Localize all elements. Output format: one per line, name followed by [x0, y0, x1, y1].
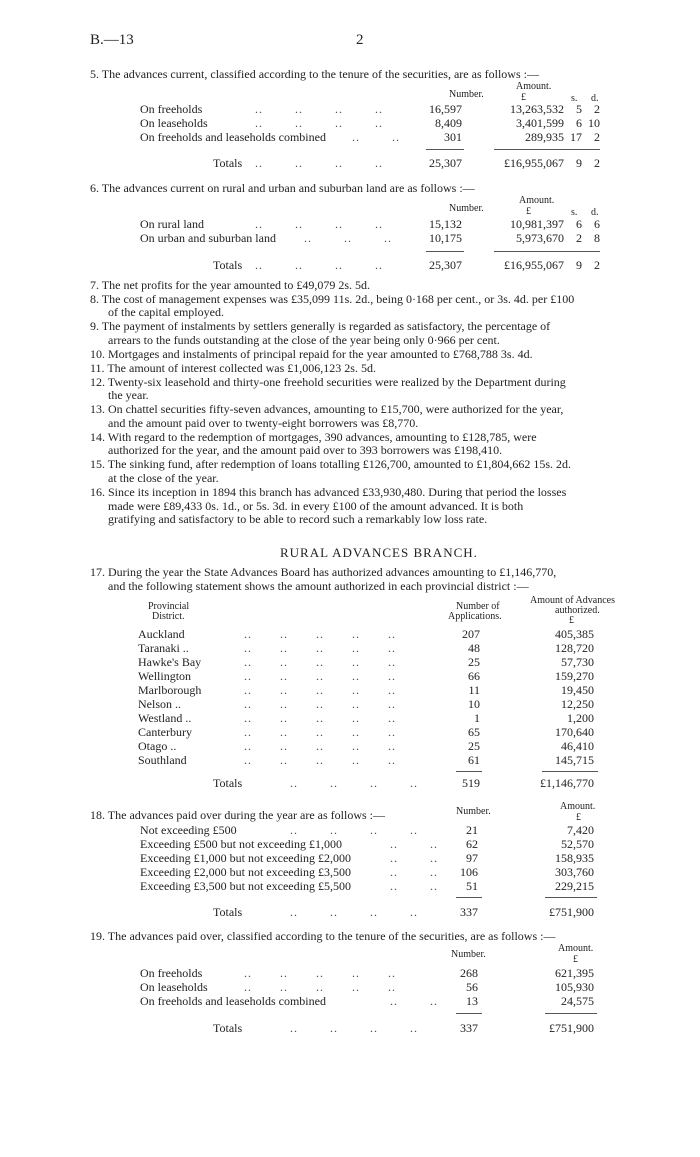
rural-col-apps: Number of — [456, 601, 500, 612]
para6-totals-amount: £16,955,067 — [504, 258, 564, 272]
paragraph-8-cont: of the capital employed. — [108, 305, 224, 319]
para5-totals-label: Totals — [213, 156, 243, 170]
page-number: 2 — [356, 32, 364, 48]
district-amount: 145,715 — [555, 753, 594, 767]
para5-col-d: d. — [591, 93, 599, 104]
district-apps: 48 — [468, 641, 480, 655]
para19-row-amount: 105,930 — [555, 980, 594, 994]
para5-row-d: 2 — [594, 130, 600, 144]
para19-row-number: 268 — [460, 966, 478, 980]
leader-dots: .. .. .. .. .. — [244, 966, 396, 980]
para5-row-label: On freeholds — [140, 102, 203, 116]
paragraph-12: 12. Twenty-six leasehold and thirty-one freehold securities were realized by the Department during — [90, 375, 566, 389]
para6-row-label: On rural land — [140, 217, 204, 231]
advance-band-label: Not exceeding £500 — [140, 823, 237, 837]
para19-row-amount: 24,575 — [561, 994, 594, 1008]
para5-row-pounds: 289,935 — [525, 130, 564, 144]
para5-intro: 5. The advances current, classified according to the tenure of the securities, are as follows :— — [90, 67, 539, 81]
rural-totals-label: Totals — [213, 776, 243, 790]
leader-dots: .. .. .. .. — [255, 156, 383, 170]
rural-col-apps-2: Applications. — [448, 611, 502, 622]
district-name: Southland — [138, 753, 187, 767]
para18-totals-amount: £751,900 — [549, 905, 594, 919]
paragraph-14-cont: authorized for the year, and the amount paid over to 393 borrowers was £198,410. — [108, 443, 503, 457]
leader-dots: .. .. .. .. — [255, 217, 383, 231]
paragraph-9-cont: arrears to the funds outstanding at the close of the year being only 0·966 per cent. — [108, 333, 500, 347]
district-name: Nelson .. — [138, 697, 181, 711]
paragraph-13: 13. On chattel securities fifty-seven advances, amounting to £15,700, were authorized for the year, — [90, 402, 564, 416]
advance-band-number: 97 — [466, 851, 478, 865]
para5-row-pounds: 13,263,532 — [510, 102, 564, 116]
rural-col-amount: Amount of Advances — [530, 595, 615, 606]
leader-dots: .. .. — [390, 851, 438, 865]
para6-col-pound: £ — [526, 206, 531, 217]
para19-row-label: On leaseholds — [140, 980, 208, 994]
para6-totals-d: 2 — [594, 258, 600, 272]
para5-col-amount: Amount. — [516, 81, 552, 92]
paragraph-13-cont: and the amount paid over to twenty-eight borrowers was £8,770. — [108, 416, 419, 430]
para5-col-pound: £ — [521, 92, 526, 103]
district-name: Hawke's Bay — [138, 655, 202, 669]
para18-col-pound: £ — [576, 812, 581, 823]
para5-row-label: On leaseholds — [140, 116, 208, 130]
advance-band-label: Exceeding £3,500 but not exceeding £5,500 — [140, 879, 351, 893]
para19-totals-number: 337 — [460, 1021, 478, 1035]
para18-col-number: Number. — [456, 806, 491, 817]
leader-dots: .. .. .. .. .. — [244, 753, 396, 767]
para19-row-label: On freeholds and leaseholds combined — [140, 994, 326, 1008]
para19-row-number: 13 — [466, 994, 478, 1008]
district-amount: 128,720 — [555, 641, 594, 655]
district-apps: 11 — [468, 683, 480, 697]
paragraph-11: 11. The amount of interest collected was £1,006,123 2s. 5d. — [90, 361, 376, 375]
district-name: Marlborough — [138, 683, 202, 697]
advance-band-label: Exceeding £1,000 but not exceeding £2,000 — [140, 851, 351, 865]
para5-totals-number: 25,307 — [429, 156, 462, 170]
leader-dots: .. .. .. .. .. — [244, 641, 396, 655]
para6-row-d: 6 — [594, 217, 600, 231]
advance-band-amount: 7,420 — [567, 823, 594, 837]
para19-col-number: Number. — [451, 949, 486, 960]
para5-row-s: 5 — [576, 102, 582, 116]
district-apps: 207 — [462, 627, 480, 641]
para5-row-s: 6 — [576, 116, 582, 130]
district-name: Canterbury — [138, 725, 192, 739]
para6-row-s: 6 — [576, 217, 582, 231]
advance-band-number: 21 — [466, 823, 478, 837]
advance-band-amount: 303,760 — [555, 865, 594, 879]
rural-totals-apps: 519 — [462, 776, 480, 790]
leader-dots: .. .. .. .. — [255, 102, 383, 116]
leader-dots: .. .. — [352, 130, 400, 144]
para19-row-number: 56 — [466, 980, 478, 994]
para6-row-d: 8 — [594, 231, 600, 245]
leader-dots: .. .. — [390, 837, 438, 851]
advance-band-amount: 229,215 — [555, 879, 594, 893]
district-amount: 46,410 — [561, 739, 594, 753]
paragraph-8: 8. The cost of management expenses was £35,099 11s. 2d., being 0·168 per cent., or 3s. 4d. per £100 — [90, 292, 575, 306]
paragraph-16-cont: gratifying and satisfactory to be able to record such a remarkably low loss rate. — [108, 512, 488, 526]
para5-row-label: On freeholds and leaseholds combined — [140, 130, 326, 144]
paragraph-7: 7. The net profits for the year amounted to £49,079 2s. 5d. — [90, 278, 371, 292]
paragraph-17-cont: and the following statement shows the amount authorized in each provincial district :— — [108, 579, 529, 593]
leader-dots: .. .. — [390, 994, 438, 1008]
district-apps: 25 — [468, 655, 480, 669]
district-amount: 1,200 — [567, 711, 594, 725]
district-name: Wellington — [138, 669, 192, 683]
para6-totals-s: 9 — [576, 258, 582, 272]
para5-totals-s: 9 — [576, 156, 582, 170]
total-rule — [456, 897, 482, 898]
district-amount: 170,640 — [555, 725, 594, 739]
district-apps: 25 — [468, 739, 480, 753]
para5-col-s: s. — [571, 93, 578, 104]
paragraph-19: 19. The advances paid over, classified according to the tenure of the securities, are as follows :— — [90, 929, 556, 943]
rural-col-district-2: District. — [152, 611, 185, 622]
leader-dots: .. .. .. .. .. — [244, 725, 396, 739]
paragraph-16-cont: made were £89,433 0s. 1d., or 5s. 3d. in every £100 of the amount advanced. It is both — [108, 499, 524, 513]
para6-col-d: d. — [591, 207, 599, 218]
rural-totals-amount: £1,146,770 — [540, 776, 594, 790]
leader-dots: .. .. .. .. .. — [244, 669, 396, 683]
para19-totals-amount: £751,900 — [549, 1021, 594, 1035]
rural-col-district: Provincial — [148, 601, 190, 612]
district-amount: 12,250 — [561, 697, 594, 711]
leader-dots: .. .. .. .. .. — [244, 739, 396, 753]
total-rule — [545, 1013, 597, 1014]
district-amount: 57,730 — [561, 655, 594, 669]
leader-dots: .. .. .. — [304, 231, 392, 245]
district-name: Westland .. — [138, 711, 192, 725]
district-apps: 1 — [474, 711, 480, 725]
para19-row-label: On freeholds — [140, 966, 203, 980]
paragraph-16: 16. Since its inception in 1894 this branch has advanced £33,930,480. During that period the losses — [90, 485, 567, 499]
total-rule — [545, 897, 597, 898]
leader-dots: .. .. .. .. .. — [244, 697, 396, 711]
district-amount: 159,270 — [555, 669, 594, 683]
para19-col-amount: Amount. — [558, 943, 594, 954]
paragraph-15: 15. The sinking fund, after redemption of loans totalling £126,700, amounted to £1,804,662 15s. 2d. — [90, 457, 572, 471]
rural-col-pound: £ — [569, 615, 574, 626]
para5-totals-amount: £16,955,067 — [504, 156, 564, 170]
leader-dots: .. .. .. .. — [255, 116, 383, 130]
advance-band-label: Exceeding £500 but not exceeding £1,000 — [140, 837, 342, 851]
para5-row-number: 301 — [444, 130, 462, 144]
district-apps: 65 — [468, 725, 480, 739]
advance-band-number: 62 — [466, 837, 478, 851]
district-name: Taranaki .. — [138, 641, 189, 655]
para5-col-number: Number. — [449, 89, 484, 100]
paragraph-9: 9. The payment of instalments by settlers generally is regarded as satisfactory, the percentage of — [90, 319, 551, 333]
leader-dots: .. .. .. .. .. — [244, 683, 396, 697]
para5-row-number: 16,597 — [429, 102, 462, 116]
para5-row-number: 8,409 — [435, 116, 462, 130]
para6-intro: 6. The advances current on rural and urban and suburban land are as follows :— — [90, 181, 475, 195]
para18-col-amount: Amount. — [560, 801, 596, 812]
para6-row-number: 10,175 — [429, 231, 462, 245]
district-apps: 66 — [468, 669, 480, 683]
district-amount: 405,385 — [555, 627, 594, 641]
district-amount: 19,450 — [561, 683, 594, 697]
district-name: Auckland — [138, 627, 185, 641]
district-apps: 61 — [468, 753, 480, 767]
para6-row-pounds: 5,973,670 — [516, 231, 564, 245]
para5-row-pounds: 3,401,599 — [516, 116, 564, 130]
leader-dots: .. .. — [390, 879, 438, 893]
para6-row-pounds: 10,981,397 — [510, 217, 564, 231]
total-rule — [456, 771, 482, 772]
total-rule — [456, 1013, 482, 1014]
para6-row-label: On urban and suburban land — [140, 231, 276, 245]
district-name: Otago .. — [138, 739, 177, 753]
section-heading: RURAL ADVANCES BRANCH. — [280, 545, 478, 560]
leader-dots: .. .. .. .. .. — [244, 655, 396, 669]
leader-dots: .. .. .. .. — [290, 905, 418, 919]
leader-dots: .. .. .. .. — [290, 823, 418, 837]
paragraph-10: 10. Mortgages and instalments of principal repaid for the year amounted to £768,788 3s. 4d. — [90, 347, 533, 361]
district-apps: 10 — [468, 697, 480, 711]
leader-dots: .. .. .. .. .. — [244, 711, 396, 725]
rural-col-amount-2: authorized. — [555, 605, 600, 616]
paragraph-15-cont: at the close of the year. — [108, 471, 219, 485]
para6-row-number: 15,132 — [429, 217, 462, 231]
para19-col-pound: £ — [573, 954, 578, 965]
para5-row-s: 17 — [570, 130, 582, 144]
total-rule — [494, 149, 600, 150]
para18-totals-label: Totals — [213, 905, 243, 919]
advance-band-amount: 158,935 — [555, 851, 594, 865]
para19-row-amount: 621,395 — [555, 966, 594, 980]
leader-dots: .. .. — [390, 865, 438, 879]
para6-col-amount: Amount. — [519, 195, 555, 206]
para19-totals-label: Totals — [213, 1021, 243, 1035]
para6-totals-number: 25,307 — [429, 258, 462, 272]
para5-row-d: 10 — [588, 116, 600, 130]
leader-dots: .. .. .. .. — [290, 776, 418, 790]
leader-dots: .. .. .. .. — [255, 258, 383, 272]
leader-dots: .. .. .. .. .. — [244, 627, 396, 641]
para5-row-d: 2 — [594, 102, 600, 116]
leader-dots: .. .. .. .. — [290, 1021, 418, 1035]
para6-totals-label: Totals — [213, 258, 243, 272]
paragraph-12-cont: the year. — [108, 388, 149, 402]
document-reference: B.—13 — [90, 32, 134, 48]
advance-band-label: Exceeding £2,000 but not exceeding £3,500 — [140, 865, 351, 879]
paragraph-17: 17. During the year the State Advances Board has authorized advances amounting to £1,146,770, — [90, 565, 557, 579]
advance-band-amount: 52,570 — [561, 837, 594, 851]
para6-col-number: Number. — [449, 203, 484, 214]
total-rule — [494, 251, 600, 252]
total-rule — [426, 251, 464, 252]
para18-totals-number: 337 — [460, 905, 478, 919]
para5-totals-d: 2 — [594, 156, 600, 170]
advance-band-number: 51 — [466, 879, 478, 893]
advance-band-number: 106 — [460, 865, 478, 879]
leader-dots: .. .. .. .. .. — [244, 980, 396, 994]
para6-row-s: 2 — [576, 231, 582, 245]
para6-col-s: s. — [571, 207, 578, 218]
total-rule — [542, 771, 598, 772]
paragraph-18: 18. The advances paid over during the year are as follows :— — [90, 808, 386, 822]
paragraph-14: 14. With regard to the redemption of mortgages, 390 advances, amounting to £128,785, were — [90, 430, 537, 444]
total-rule — [426, 149, 464, 150]
